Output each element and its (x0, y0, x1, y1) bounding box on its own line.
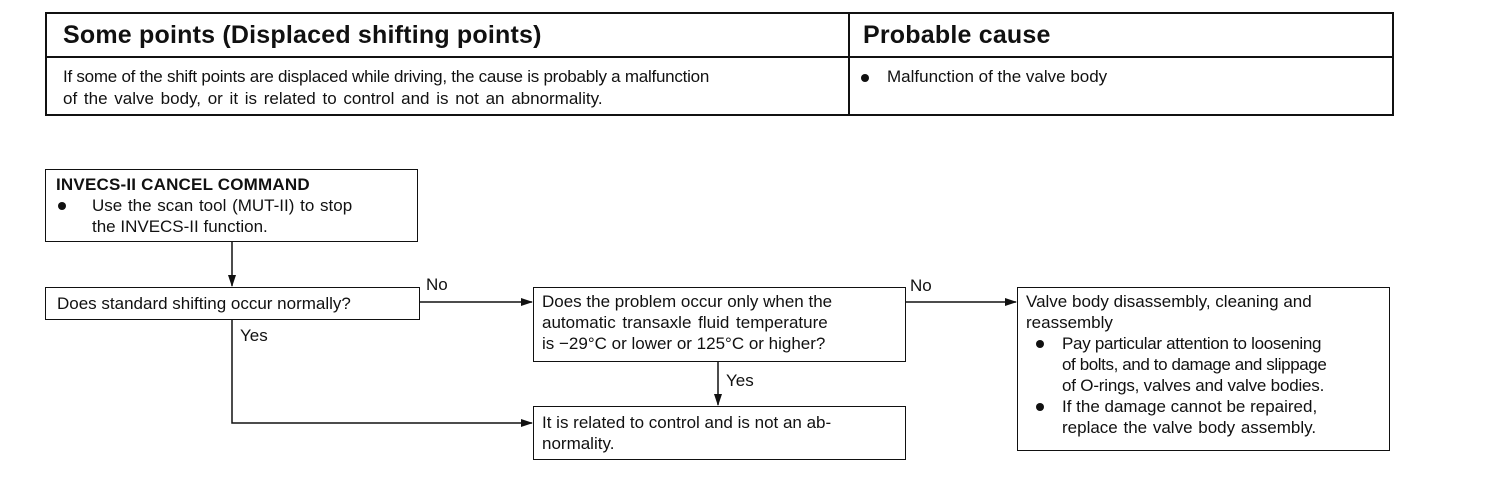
valve-step-2-line-1: If the damage cannot be repaired, (1062, 397, 1318, 416)
invecs-cancel-line-1: Use the scan tool (MUT-II) to stop (92, 196, 353, 215)
valve-title-line-1: Valve body disassembly, cleaning and (1026, 292, 1312, 311)
standard-shifting-question: Does standard shifting occur normally? (45, 287, 420, 320)
bullet-icon (1036, 340, 1044, 348)
control-line-1: It is related to control and is not an ab- (542, 413, 832, 432)
symptom-line-2: of the valve body, or it is related to control and is not an abnormality. (63, 89, 603, 108)
valve-step-1-line-1: Pay particular attention to loosening (1062, 334, 1322, 353)
branch-label-no-2: No (910, 276, 932, 295)
valve-step-1 (1026, 333, 1381, 396)
valve-body-result (1017, 287, 1390, 451)
temperature-line-2: automatic transaxle fluid temperature (542, 313, 828, 332)
valve-step-1-line-2: of bolts, and to damage and slippage (1062, 355, 1327, 374)
arrow-standard-to-control (232, 320, 532, 423)
table-header-symptom: Some points (Displaced shifting points) (63, 21, 542, 49)
branch-label-no-1: No (426, 275, 448, 294)
valve-step-2-line-2: replace the valve body assembly. (1062, 418, 1317, 437)
branch-label-yes-2: Yes (726, 371, 754, 390)
control-result (533, 406, 906, 460)
valve-title-line-2: reassembly (1026, 313, 1113, 332)
invecs-cancel-box (45, 169, 418, 242)
symptom-line-1: If some of the shift points are displaced while driving, the cause is probably a malfunction (63, 67, 710, 86)
invecs-cancel-step (56, 195, 407, 237)
probable-cause-text: Malfunction of the valve body (887, 67, 1108, 86)
temperature-line-3: is −29°C or lower or 125°C or higher? (542, 334, 826, 353)
bullet-icon (58, 202, 66, 210)
temperature-line-1: Does the problem occur only when the (542, 292, 833, 311)
control-line-2: normality. (542, 434, 615, 453)
valve-step-1-line-3: of O-rings, valves and valve bodies. (1062, 376, 1325, 395)
bullet-icon (1036, 403, 1044, 411)
branch-label-yes-1: Yes (240, 326, 268, 345)
valve-step-2 (1026, 396, 1381, 438)
invecs-cancel-title: INVECS-II CANCEL COMMAND (56, 175, 310, 194)
table-header-cause: Probable cause (863, 21, 1051, 49)
temperature-question (533, 287, 906, 362)
invecs-cancel-line-2: the INVECS-II function. (92, 217, 268, 236)
